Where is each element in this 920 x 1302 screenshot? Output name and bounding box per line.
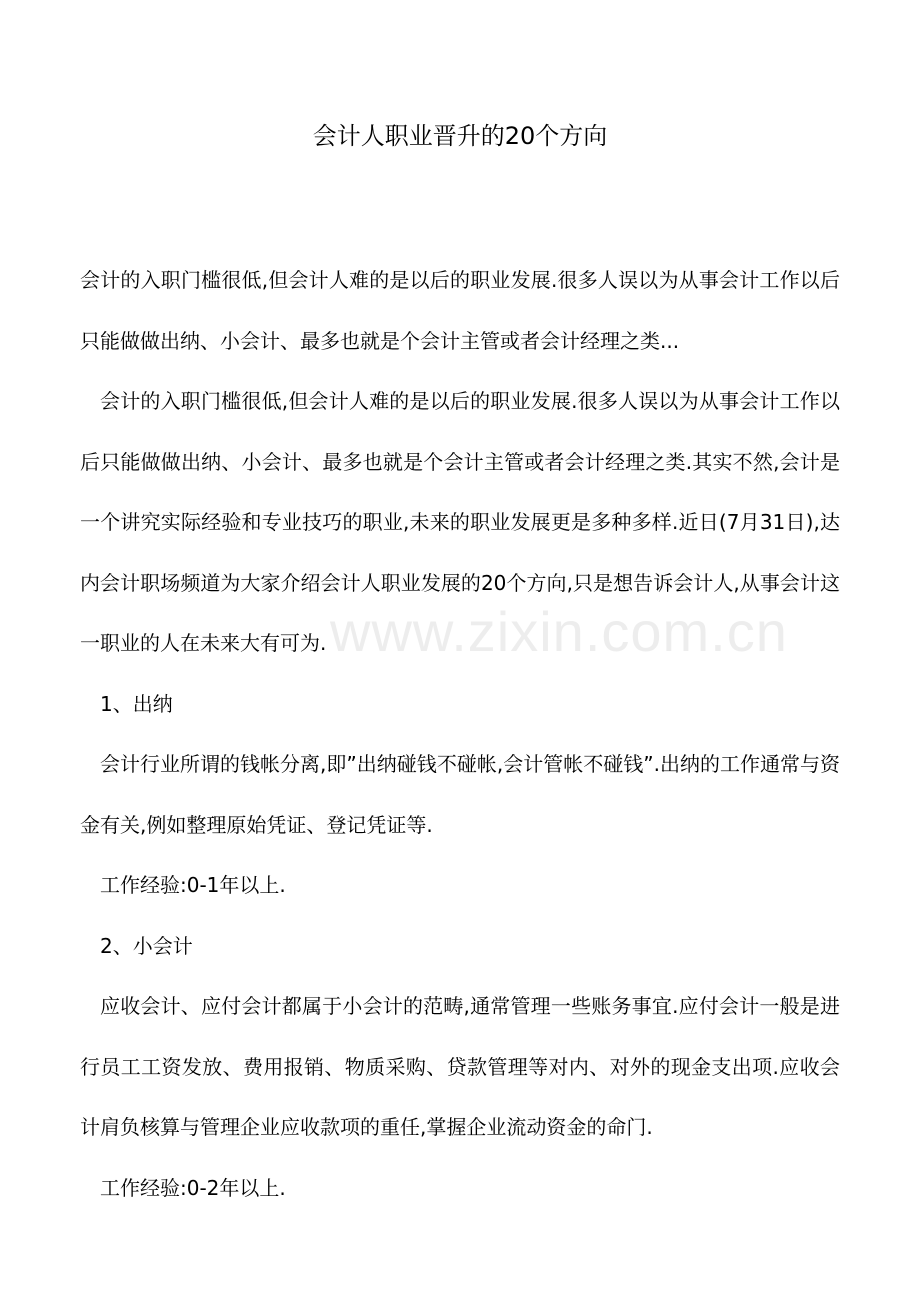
overview-paragraph: 会计的入职门槛很低,但会计人难的是以后的职业发展.很多人误以为从事会计工作以后只能做做出纳、小会计、最多也就是个会计主管或者会计经理之类.其实不然,会计是一个讲究实际经验和专业技巧的职业,未来的职业发展更是多种多样.近日(7月31日),达内会计职场频道为大家介绍会计人职业发展的20个方向,只是想告诉会计人,从事会计这一职业的人在未来大有可为. bbox=[80, 389, 840, 655]
cashier-experience: 工作经验:0-1年以上. bbox=[100, 873, 286, 897]
intro-paragraph: 会计的入职门槛很低,但会计人难的是以后的职业发展.很多人误以为从事会计工作以后只能做做出纳、小会计、最多也就是个会计主管或者会计经理之类... bbox=[80, 268, 840, 353]
junior-accountant-experience: 工作经验:0-2年以上. bbox=[100, 1175, 286, 1200]
cashier-description: 会计行业所谓的钱帐分离,即”出纳碰钱不碰帐,会计管帐不碰钱”.出纳的工作通常与资金有关,例如整理原始凭证、登记凭证等. bbox=[80, 752, 840, 837]
watermark-text: www.zixin.com.cn bbox=[330, 600, 788, 663]
junior-accountant-description: 应收会计、应付会计都属于小会计的范畴,通常管理一些账务事宜.应付会计一般是进行员工工资发放、费用报销、物质采购、贷款管理等对内、对外的现金支出项.应收会计肩负核算与管理企业应收款项的重任,掌握企业流动资金的命门. bbox=[80, 994, 840, 1139]
document-body bbox=[80, 250, 840, 1218]
document-title: 会计人职业晋升的20个方向 bbox=[312, 122, 608, 150]
section-heading-cashier: 1、出纳 bbox=[100, 691, 173, 716]
section-heading-junior-accountant: 2、小会计 bbox=[100, 933, 193, 958]
